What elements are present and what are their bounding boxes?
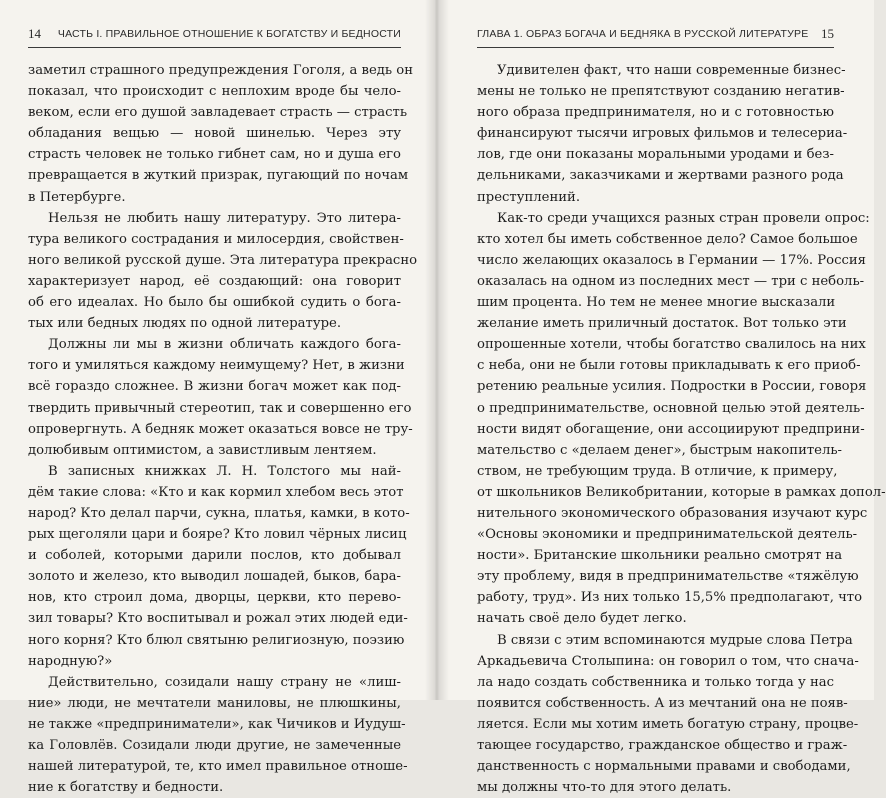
text-line: появится собственность. А из мечтаний она не появ- — [477, 695, 848, 711]
text-line: мы должны что-то для этого делать. — [477, 780, 732, 796]
right-running-header — [477, 28, 834, 44]
text-line: золото и железо, кто выводил лошадей, быков, бара- — [28, 569, 401, 585]
right-header-title: ГЛАВА 1. ОБРАЗ БОГАЧА И БЕДНЯКА В РУССКОЙ ЛИТЕРАТУРЕ — [477, 28, 809, 40]
text-line: тых или бедных людях по одной литературе. — [28, 316, 342, 332]
right-body-text — [477, 60, 886, 798]
text-line: лов, где они показаны моральными уродами и без- — [477, 147, 834, 163]
text-line: шим процента. Но тем не менее многие высказали — [477, 295, 836, 311]
text-line: Как-то среди учащихся разных стран провели опрос: — [497, 210, 870, 226]
text-line: характеризует народ, её создающий: она говорит — [28, 273, 401, 289]
text-line: ности видят обогащение, они ассоциируют предприни- — [477, 421, 865, 437]
right-page-number: 15 — [821, 26, 834, 41]
left-running-header — [28, 28, 401, 44]
text-line: тающее государство, гражданское общество и граж- — [477, 738, 848, 753]
text-line: ние к богатству и бедности. — [28, 780, 224, 796]
text-line: дельниками, заказчиками и жертвами разного рода — [477, 168, 844, 184]
text-line: в Петербурге. — [28, 189, 126, 205]
text-line: мены не только не препятствуют созданию негатив- — [477, 84, 845, 100]
text-line: нашей литературой, те, кто имел правильное отноше- — [28, 759, 408, 775]
text-line: превращается в жуткий призрак, пугающий по ночам — [28, 168, 409, 184]
text-line: ством, не требующим труда. В отличие, к примеру, — [477, 463, 838, 479]
text-line: об его идеалах. Но было бы ошибкой судить о бога- — [28, 295, 401, 311]
text-line: Нельзя не любить нашу литературу. Это литера- — [48, 210, 401, 226]
text-line: преступлений. — [477, 189, 581, 205]
text-line: твердить привычный стереотип, так и совершенно его — [28, 400, 412, 416]
text-line: ного корня? Кто блюл святыню религиозную, поэзию — [28, 632, 405, 648]
text-line: ного великой русской душе. Эта литература прекрасно — [28, 252, 418, 268]
text-line: В связи с этим вспоминаются мудрые слова Петра — [497, 632, 853, 648]
text-line: Действительно, созидали нашу страну не «лиш- — [48, 674, 401, 690]
text-line: показал, что происходит с неплохим вроде бы чело- — [28, 84, 401, 100]
text-line: «Основы экономики и предпринимательской деятель- — [477, 527, 858, 543]
text-line: заметил страшного предупреждения Гоголя, а ведь он — [28, 63, 413, 78]
text-line: того и умиляться каждому неимущему? Нет, в жизни — [28, 358, 405, 374]
text-line: данственность с нормальными правами и свободами, — [477, 759, 851, 775]
text-line: оказалась на одном из последних мест — три с неболь- — [477, 273, 865, 289]
text-line: Аркадьевича Столыпина: он говорил о том, что снача- — [477, 653, 859, 669]
text-line: народ? Кто делал парчи, сукна, платья, камки, в кото- — [28, 505, 410, 521]
text-line: веком, если его душой завладевает страсть — страсть — [28, 105, 407, 121]
text-line: мательство с «делаем денег», быстрым накопитель- — [477, 442, 842, 458]
text-line: Удивителен факт, что наши современные бизнес- — [497, 63, 846, 78]
left-header-title: ЧАСТЬ I. ПРАВИЛЬНОЕ ОТНОШЕНИЕ К БОГАТСТВУ И БЕДНОСТИ — [57, 28, 401, 40]
text-line: нов, кто строил дома, дворцы, церкви, кто перево- — [28, 590, 401, 606]
text-line: страсть человек не только гибнет сам, но и душа его — [28, 147, 401, 163]
book-gutter-shadow — [425, 0, 449, 700]
text-line: о предпринимательстве, основной целью этой деятель- — [477, 400, 865, 416]
text-line: В записных книжках Л. Н. Толстого мы най- — [48, 463, 401, 479]
text-line: зил товары? Кто воспитывал и рожал этих людей еди- — [28, 611, 408, 627]
text-line: ности». Британские школьники реально смотрят на — [477, 548, 843, 564]
text-line: работу, труд». Из них только 15,5% предполагают, что — [477, 590, 863, 606]
text-line: ка Головлёв. Созидали люди другие, не замеченные — [28, 738, 401, 753]
text-line: и соболей, которыми дарили послов, кто добывал — [28, 548, 401, 564]
text-line: долюбивым оптимистом, а завистливым лентяем. — [28, 442, 377, 458]
text-line: Должны ли мы в жизни обличать каждого бога- — [48, 337, 401, 353]
text-line: число желающих оказалось в Германии — 17%. Россия — [477, 252, 866, 268]
text-line: всё гораздо сложнее. В жизни богач может как под- — [28, 379, 401, 395]
text-line: кто хотел бы иметь собственное дело? Самое большое — [477, 231, 858, 247]
text-line: ла надо создать собственника и только тогда у нас — [477, 674, 834, 690]
text-line: ного образа предпринимателя, но и с готовностью — [477, 105, 834, 121]
left-body-text — [28, 60, 418, 798]
text-line: финансируют тысячи игровых фильмов и телесериа- — [477, 126, 848, 142]
text-line: дём такие слова: «Кто и как кормил хлебом весь этот — [28, 484, 404, 500]
text-line: тура великого сострадания и милосердия, свойствен- — [28, 231, 404, 247]
text-line: нительного экономического образования изучают курс — [477, 505, 868, 521]
text-line: опровергнуть. А бедняк может оказаться вовсе не тру- — [28, 421, 413, 437]
text-line: эту проблему, видя в предпринимательстве «тяжёлую — [477, 569, 859, 585]
text-line: опрошенные хотели, чтобы богатство свалилось на них — [477, 337, 866, 353]
text-line: ляется. Если мы хотим иметь богатую страну, процве- — [477, 716, 859, 732]
text-line: ретению реальные усилия. Подростки в России, говоря — [477, 379, 867, 395]
left-header-rule — [28, 47, 401, 48]
right-page — [437, 0, 886, 796]
text-line: с неба, они не были готовы прикладывать к его приоб- — [477, 358, 861, 374]
text-line: от школьников Великобритании, которые в рамках допол- — [477, 484, 886, 500]
right-header-rule — [477, 47, 834, 48]
text-line: желание иметь приличный достаток. Вот только эти — [477, 316, 847, 332]
text-line: обладания вещью — новой шинелью. Через эту — [28, 126, 401, 142]
text-line: начать своё дело будет легко. — [477, 611, 687, 627]
left-page — [0, 0, 435, 796]
text-line: не также «предприниматели», как Чичиков и Иудуш- — [28, 716, 406, 732]
text-line: рых щеголяли цари и бояре? Кто ловил чёрных лисиц — [28, 527, 407, 543]
left-page-number: 14 — [28, 26, 41, 41]
text-line: народную?» — [28, 653, 113, 669]
text-line: ние» люди, не мечтатели маниловы, не плюшкины, — [28, 695, 401, 711]
